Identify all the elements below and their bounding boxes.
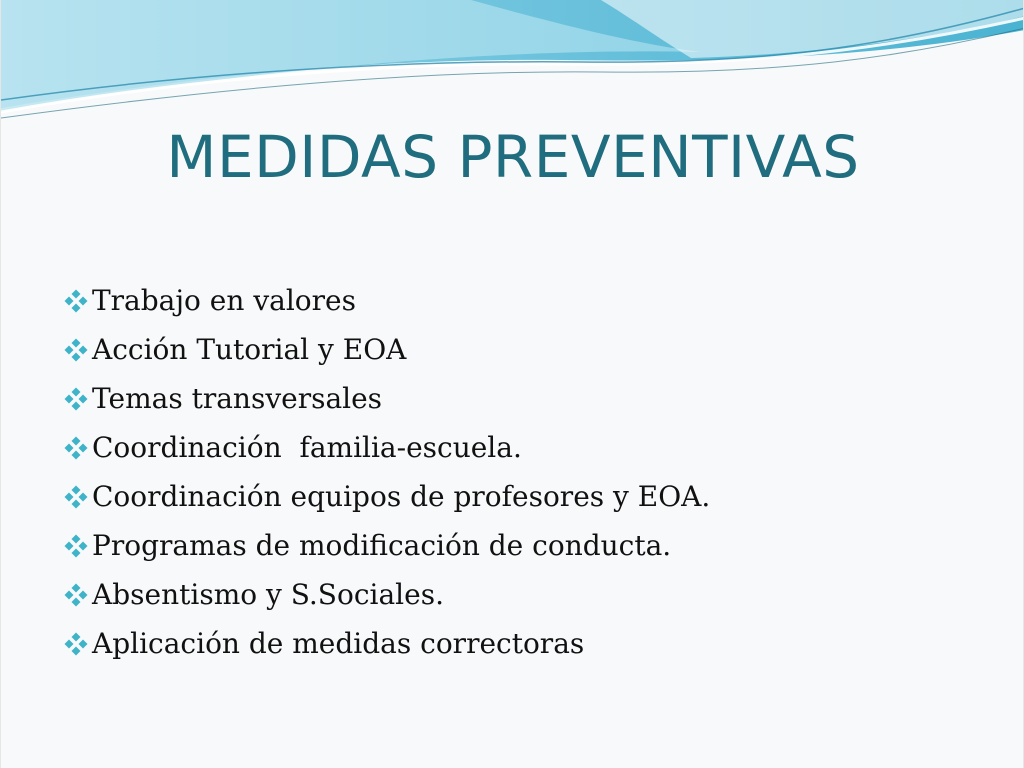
list-item [63, 276, 710, 325]
bullet-list [63, 276, 710, 668]
list-item [63, 374, 710, 423]
list-item-label: Coordinación equipos de profesores y EOA. [92, 480, 711, 513]
diamond-dots-icon [63, 386, 89, 412]
list-item-label: Acción Tutorial y EOA [92, 333, 407, 366]
list-item [63, 472, 710, 521]
diamond-dots-icon [63, 582, 89, 608]
diamond-dots-icon [63, 484, 89, 510]
list-item [63, 570, 710, 619]
list-item-label: Trabajo en valores [92, 284, 356, 317]
list-item [63, 521, 710, 570]
list-item-label: Coordinación familia-escuela. [92, 431, 522, 464]
list-item-label: Aplicación de medidas correctoras [92, 627, 585, 660]
list-item [63, 325, 710, 374]
diamond-dots-icon [63, 631, 89, 657]
list-item-label: Programas de modificación de conducta. [92, 529, 672, 562]
diamond-dots-icon [63, 435, 89, 461]
page-title: MEDIDAS PREVENTIVAS [166, 123, 860, 191]
list-item-label: Absentismo y S.Sociales. [92, 578, 444, 611]
list-item [63, 619, 710, 668]
diamond-dots-icon [63, 337, 89, 363]
list-item [63, 423, 710, 472]
diamond-dots-icon [63, 288, 89, 314]
header-wave-decoration [1, 0, 1024, 130]
list-item-label: Temas transversales [92, 382, 383, 415]
diamond-dots-icon [63, 533, 89, 559]
